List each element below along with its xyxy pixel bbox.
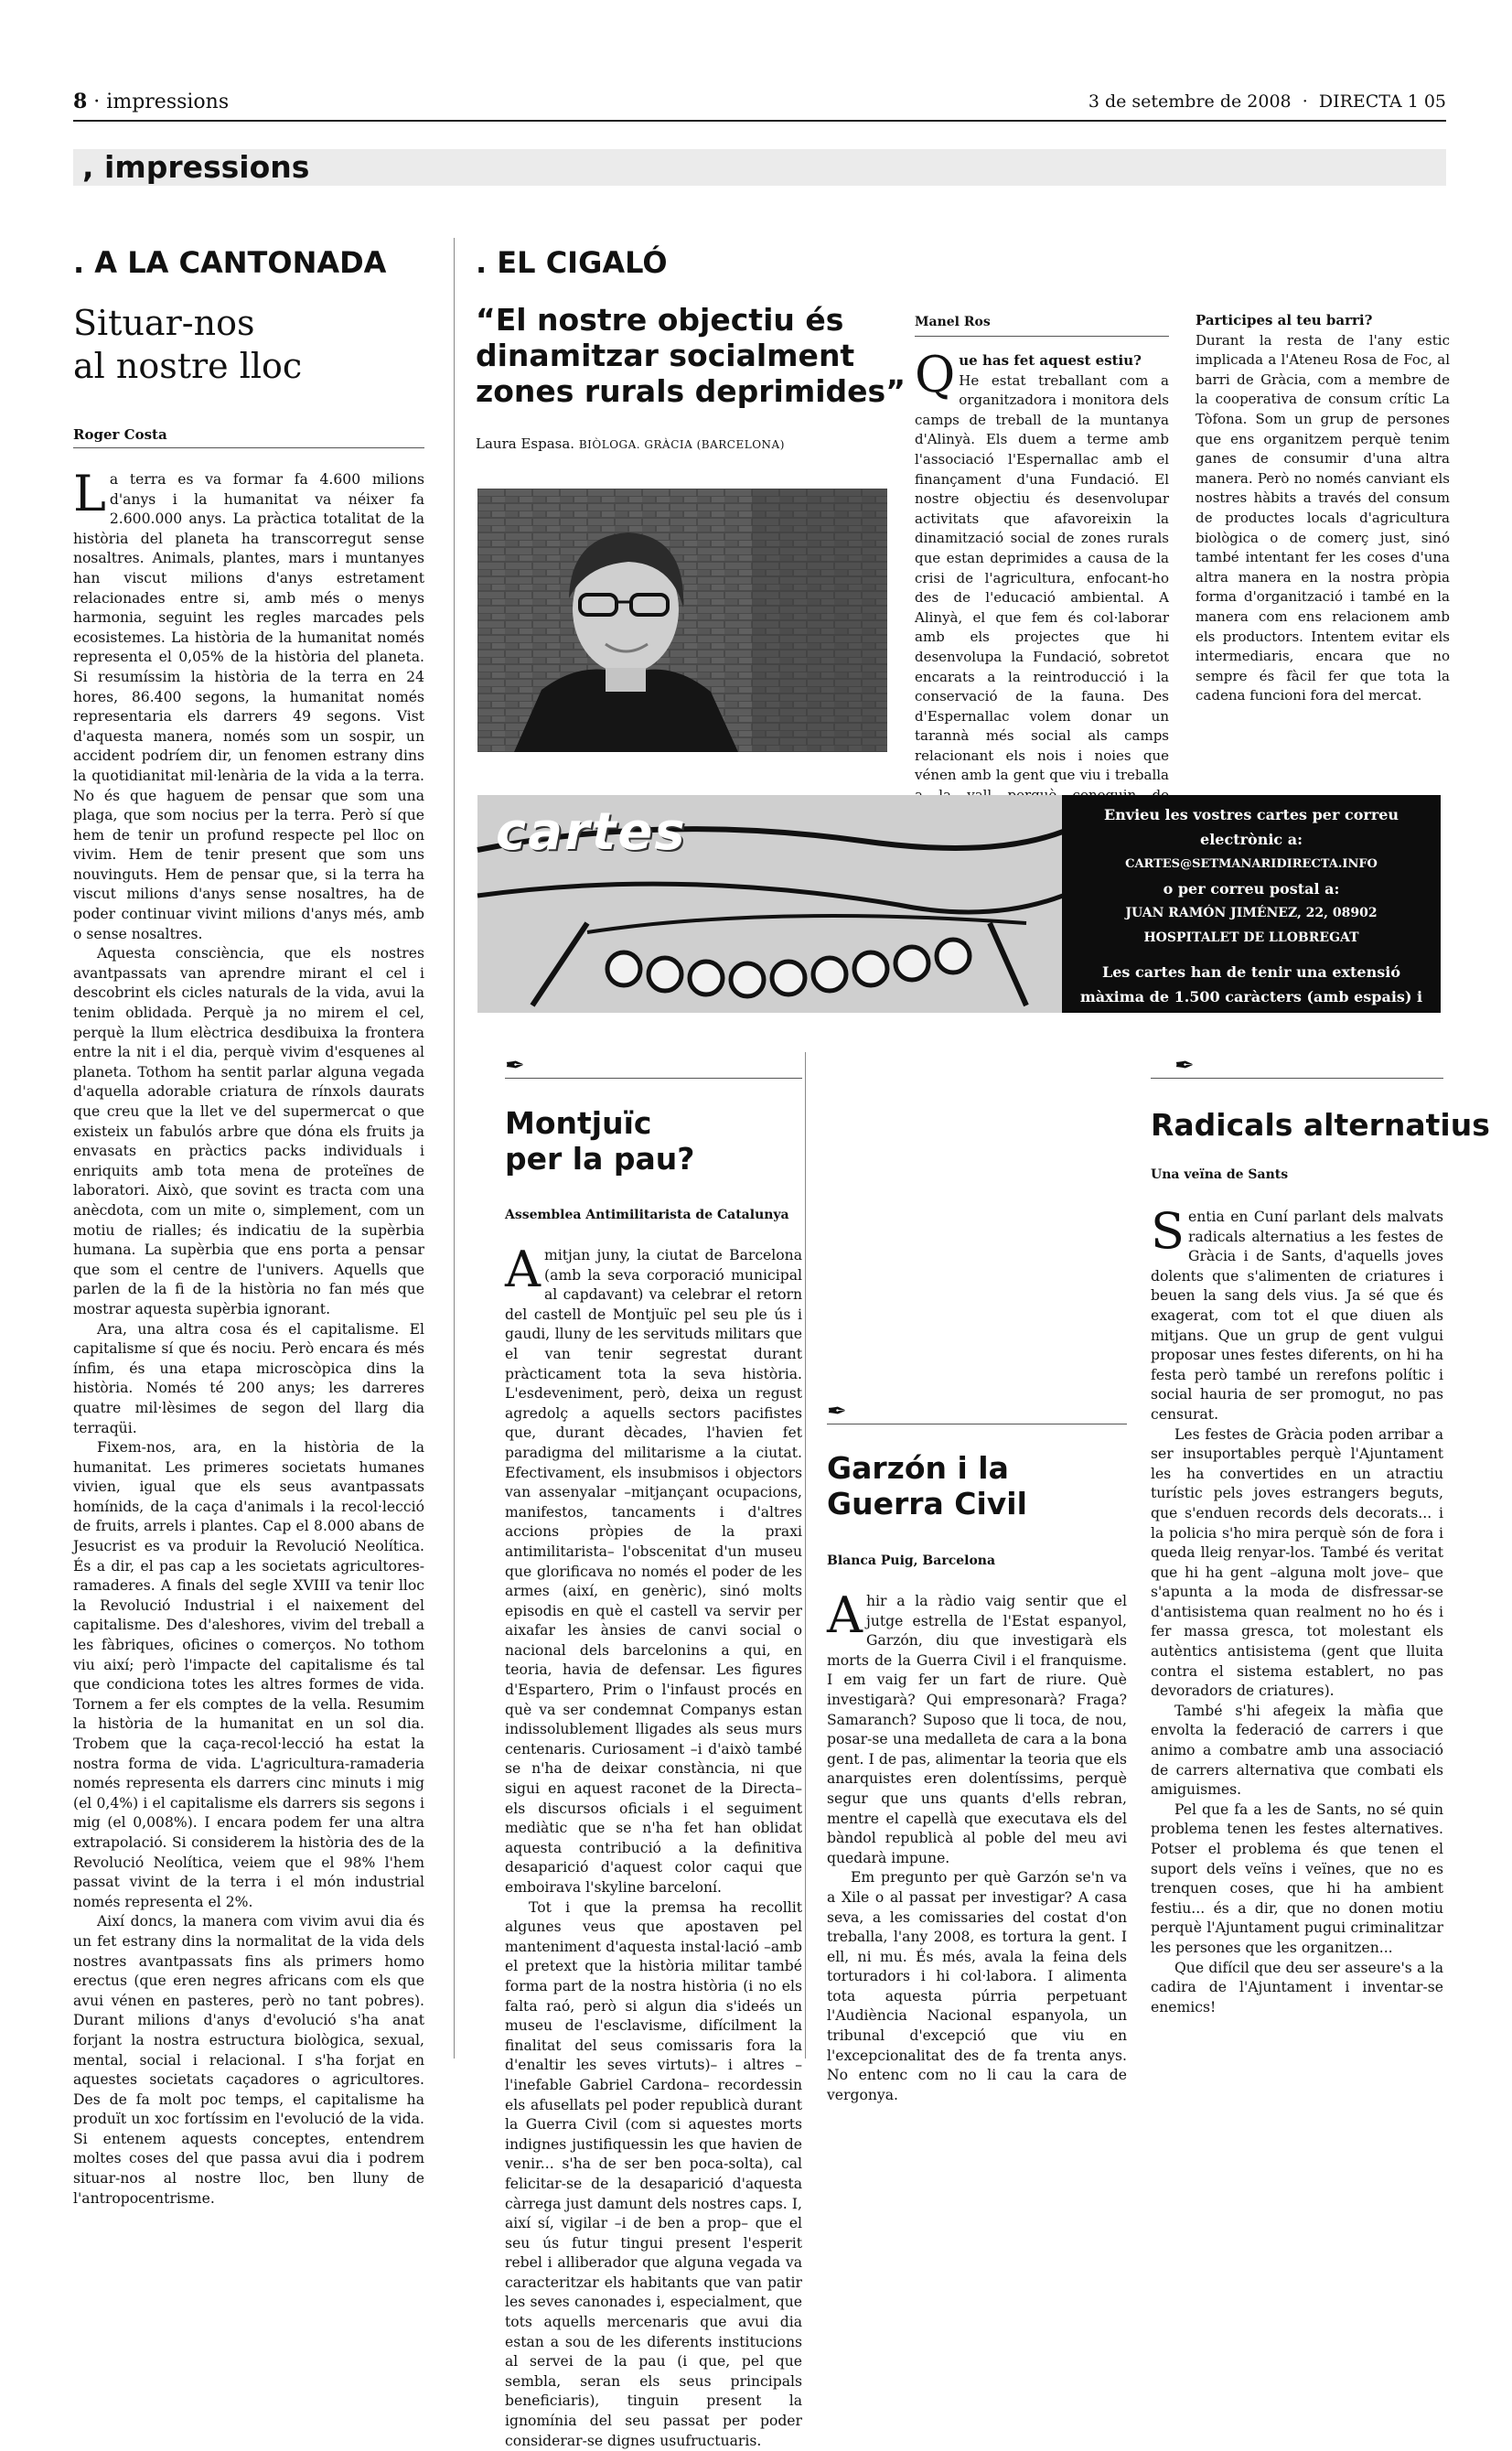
cigalo-drop-cap: Q — [915, 346, 956, 403]
cantonada-title-line1: Situar-nos — [73, 303, 255, 343]
radicals-p5: Que difícil que deu ser asseure's a la cadira de l'Ajuntament i inventar-se enemics! — [1151, 1959, 1443, 2016]
column-divider — [454, 238, 455, 2059]
cartes-line1: Envieu les vostres cartes per correu electrònic a: — [1103, 806, 1399, 848]
radicals-drop-cap: S — [1151, 1202, 1185, 1260]
cartes-info-box — [1062, 795, 1441, 1030]
cigalo-interviewer: Manel Ros — [915, 315, 991, 329]
garzon-title — [827, 1450, 1027, 1521]
radicals-body — [1151, 1202, 1443, 2059]
garzon-author: Blanca Puig, Barcelona — [827, 1553, 996, 1568]
cantonada-title-line2: al nostre lloc — [73, 346, 303, 386]
radicals-p4: Pel que fa a les de Sants, no sé quin problema tenen les festes alternatives. Potser el problema és que tenen el suport dels veïns i veïnes, que no es trenquen coses, que hi ha ambient festiu... és a dir, que no donen motiu perquè l'Ajuntament pugui criminalitzar les persones que les organitzen... — [1151, 1801, 1443, 1956]
quill-icon: ✒ — [1174, 1052, 1195, 1080]
radicals-title: Radicals alternatius — [1151, 1107, 1490, 1143]
cartes-note2: màxima de 1.500 caràcters (amb espais) i — [1079, 988, 1423, 1005]
folio-right: 3 de setembre de 2008 · DIRECTA 1 05 — [1088, 91, 1446, 112]
cigalo-question-2: Participes al teu barri? — [1196, 312, 1373, 328]
cigalo-quote-line2: dinamitzar socialment — [476, 338, 855, 373]
radicals-top-rule — [1151, 1078, 1443, 1079]
cantonada-author: Roger Costa — [73, 426, 167, 443]
radicals-p1: entia en Cuní parlant dels malvats radicals alternatius a les festes de Gràcia i de Sants, d'aquells joves dolents que s'alimenten de criatures i beuen la sang dels vius. Ja sé que és exagerat, com tot el que diuen als mitjans. Que un grup de gent vulgui proposar unes festes diferents, on hi ha festa però també un rerefons polític i social hauria de ser promogut, no pas censurat. — [1151, 1209, 1443, 1423]
quill-icon: ✒ — [505, 1052, 525, 1080]
montjuic-title — [505, 1105, 694, 1177]
page-folio: 8 · impressions — [73, 90, 230, 113]
cigalo-person — [476, 435, 785, 452]
montjuic-drop-cap: A — [505, 1241, 541, 1298]
cigalo-answer-2: Durant la resta de l'any estic implicada a l'Ateneu Rosa de Foc, al barri de Gràcia, com a membre de la cooperativa de consum crític La Tòfona. Som un grup de persones que ens organitzem perquè tenim ganes de consumir d'una altra manera. Però no només canviant els nostres hàbits a través del consum de productes locals d'agricultura biològica o de comerç just, sinó també intentant fer les coses d'una altra manera en la nostra pròpia forma d'organització i també en la manera com ens relacionem amb els productors. Intentem evitar els intermediaris, encara que no sempre és fàcil fer que tota la cadena funcioni fora del mercat. — [1196, 331, 1450, 704]
cantonada-title — [73, 302, 302, 388]
montjuic-p1: mitjan juny, la ciutat de Barcelona (amb la seva corporació municipal al capdavant) va celebrar el retorn del castell de Montjuïc pel seu ple ús i gaudi, lluny de les servituds militars que el van tenir segrestat durant pràcticament tota la seva història. L'esdeveniment, però, deixa un regust agredolç a aquells sectors pacifistes que, durant dècades, l'havien fet paradigma del militarisme a la ciutat. Efectivament, els insubmisos i objectors van assenyalar –mitjançant ocupacions, manifestos, tancaments i d'altres accions pròpies de la praxi antimilitarista– l'obscenitat d'un museu que glorificava no només el poder de les armes (així, en genèric), sinó molts episodis en què el castell va servir per aixafar les ànsies de canvi social o nacional dels barcelonins a qui, en teoria, havia de defensar. Les figures d'Espartero, Prim o l'infaust procés en què va ser condemnat Companys estan indissolublement lligades als seus murs centenaris. Curiosament –i d'això també se n'ha de deixar constància, ni que sigui en aquest raconet de la Directa– els discursos oficials i el seguiment mediàtic que se n'ha fet han oblidat aquesta contribució a la definitiva desaparició d'aquest color caqui que emboirava l'skyline barceloní. — [505, 1247, 802, 1896]
cartes-address1: JUAN RAMÓN JIMÉNEZ, 22, 08902 — [1125, 906, 1378, 920]
portrait-photo — [477, 489, 887, 752]
drop-cap: L — [73, 465, 106, 522]
montjuic-title-line2: per la pau? — [505, 1141, 695, 1177]
cartes-note3: han de portar signatura, localitat i contacte — [1071, 1013, 1432, 1030]
header-rule — [73, 120, 1446, 122]
garzon-body — [827, 1586, 1127, 2103]
cantonada-rule — [73, 447, 424, 448]
garzon-title-line1: Garzón i la — [827, 1450, 1009, 1486]
cigalo-quote — [476, 302, 906, 409]
cartes-banner-title: cartes — [496, 802, 687, 862]
cantonada-p5: Així doncs, la manera com vivim avui dia és un fet estrany dins la normalitat de la vida dels nostres avantpassats fins als primers homo erectus (que eren negres africans com els que avui vénen en pasteres, però no tant pobres). Durant milions d'anys d'evolució s'ha anat forjant la nostra estructura biològica, sexual, mental, social i relacional. I s'ha forjat en aquestes societats caçadores o agricultores. Des de fa molt poc temps, el capitalisme ha produït un xoc fortíssim en l'evolució de la vida. Si entenem aquests conceptes, entendrem moltes coses del que passa avui dia i podrem situar-nos al nostre lloc, ben lluny de l'antropocentrisme. — [73, 1913, 424, 2207]
cigalo-col2 — [1196, 311, 1450, 761]
montjuic-title-line1: Montjuïc — [505, 1105, 652, 1141]
garzon-p2: Em pregunto per què Garzón se'n va a Xile o al passat per investigar? A casa seva, a les comissaries del costat d'on treballa, l'any 2008, es tortura la gent. I ell, ni mu. És més, avala la feina dels torturadors i hi col·labora. I alimenta tota aquesta púrria perpetuant l'Audiència Nacional espanyola, un tribunal d'excepció que viu en l'excepcionalitat des de fa trenta anys. No entenc com no li cau la cara de vergonya. — [827, 1869, 1127, 2103]
cigalo-col1 — [915, 346, 1169, 784]
cigalo-person-name: Laura Espasa. — [476, 435, 575, 452]
column-divider-2 — [805, 1052, 806, 2059]
cantonada-kicker: . A LA CANTONADA — [73, 245, 387, 280]
quill-icon: ✒ — [827, 1398, 847, 1425]
section-bar — [73, 149, 1446, 186]
cantonada-p2: Aquesta consciència, que els nostres avantpassats van aprendre mirant el cel i descobrint els cicles naturals de la vida, avui la tenim oblidada. Perquè ja no mirem el cel, perquè la llum elèctrica desdibuixa la frontera entre la nit i el dia, perquè vivim d'esquenes al planeta. Tothom ha sentit parlar alguna vegada d'aquella adorable criatura de rínxols daurats que creu que la llet ve del supermercat o que existeix un fabulós arbre que dóna els fruits ja envasats en pràctics packs individuals i enriquits amb tota mena de proteïnes de laboratori. Això, que sovint es tracta com una anècdota, com un mite o, simplement, com un motiu de rialles; és indicatiu de la supèrbia humana. La supèrbia que ens porta a pensar que som el centre de l'univers. Aquells que parlen de la fi de la història no fan més que mostrar aquesta supèrbia ignorant. — [73, 945, 424, 1317]
cartes-line2: o per correu postal a: — [1163, 880, 1340, 898]
garzon-p1: hir a la ràdio vaig sentir que el jutge estrella de l'Estat espanyol, Garzón, diu que investigarà els morts de la Guerra Civil i el franquisme. I em vaig fer un fart de riure. Què investigarà? Qui empresonarà? Fraga? Samaranch? Suposo que li toca, de nou, posar-se una medalleta de cara a la bona gent. I de pas, alimentar la teoria que els anarquistes eren dolentíssims, perquè segur que uns quants d'ells rebran, mentre el capellà que executava els del bàndol republicà al poble del meu avi quedarà impune. — [827, 1593, 1127, 1866]
montjuic-top-rule — [505, 1078, 802, 1079]
portrait-illustration — [477, 489, 887, 752]
montjuic-body — [505, 1241, 802, 2449]
issue-number: DIRECTA 1 05 — [1318, 91, 1446, 112]
section-title: , impressions — [82, 149, 310, 185]
cantonada-p3: Ara, una altra cosa és el capitalisme. El capitalisme sí que és nociu. Però encara és més ínfim, és una etapa microscòpica dins la història. Només té 200 anys; les darreres quatre mil·lèsimes de segon del llarg dia terraqüi. — [73, 1320, 424, 1436]
montjuic-author: Assemblea Antimilitarista de Catalunya — [505, 1208, 789, 1222]
cigalo-rule — [915, 336, 1169, 337]
cantonada-p4: Fixem-nos, ara, en la història de la humanitat. Les primeres societats humanes vivien, igual que els seus avantpassats homínids, de la caça d'animals i la recol·lecció de fruits, arrels i plantes. Cap el 8.000 abans de Jesucrist es va produir la Revolució Neolítica. És a dir, el pas cap a les societats agricultores-ramaderes. A finals del segle XVIII va tenir lloc la Revolució Industrial i el naixement del capitalisme. Des d'aleshores, vivim del treball a les fàbriques, oficines o comerços. No tothom viu així; però l'impacte del capitalisme és tal que condiciona totes les altres formes de vida. Tornem a fer els comptes de la vella. Resumim la història de la humanitat en un sol dia. Trobem que la caça-recol·lecció ha estat la nostra forma de vida. L'agricultura-ramaderia només representa els darrers cinc minuts i mig (el 0,4%) i el capitalisme els darrers sis segons i mig (el 0,008%). I encara podem fer una altra extrapolació. Si considerem la història des de la Revolució Neolítica, veiem que el 98% l'hem passat vivint de la terra i el món industrial només representa el 2%. — [73, 1439, 424, 1910]
garzon-drop-cap: A — [827, 1586, 863, 1644]
cigalo-question-1: ue has fet aquest estiu? — [959, 352, 1142, 369]
garzon-title-line2: Guerra Civil — [827, 1486, 1027, 1521]
cigalo-person-detail: BIÒLOGA. GRÀCIA (BARCELONA) — [578, 438, 785, 451]
cigalo-kicker: . EL CIGALÓ — [476, 245, 668, 280]
montjuic-p2: Tot i que la premsa ha recollit algunes veus que apostaven pel manteniment d'aquesta instal·lació –amb el pretext que la història militar també forma part de la nostra història (i no els falta raó, però si algun dia s'ideés un museu de l'esclavisme, difícilment la finalitat del seus comissaris fora la d'enaltir les seves virtuts)– i altres –l'inefable Gabriel Cardona– recordessin els afusellats pel poder republicà durant la Guerra Civil (com si aquestes morts indignes justifiquessin les que havien de venir... s'ha de ser ben poca-solta), cal felicitar-se de la desaparició d'aquesta càrrega just damunt dels nostres caps. I, així sí, vigilar –i de ben a prop– que el seu ús futur tingui present l'esperit rebel i alliberador que alguna vegada va caracteritzar els habitants que van patir les seves canonades i, especialment, que tots aquells mercenaris que avui dia estan a sou de les diferents institucions al servei de la pau (i que, pel que sembla, seran els seus principals beneficiaris), tinguin present la ignomínia del seu passat per poder considerar-se dignes usufructuaris. — [505, 1898, 802, 2449]
cantonada-body — [73, 465, 424, 2209]
cantonada-p1: a terra es va formar fa 4.600 milions d'anys i la humanitat va néixer fa 2.600.000 anys. La pràctica totalitat de la història del planeta ha transcorregut sense nosaltres. Animals, plantes, mars i muntanyes han viscut milions d'anys estretament relacionades entre si, amb més o menys harmonia, seguint les regles marcades pels ecosistemes. La història de la humanitat només representa el 0,05% de la història del planeta. Si resumíssim la història de la terra en 24 hores, 86.400 segons, la humanitat només representaria els darrers 49 segons. Vist d'aquesta manera, només som un sospir, un accident podríem dir, un fenomen estrany dins la quotidianitat mil·lenària de la vida a la terra. No és que haguem de pensar que som una plaga, que som nocius per la terra. Però sí que hem de tenir un profund respecte pel lloc on vivim. Hem de tenir present que som uns nouvinguts. Hem de pensar que, si la terra ha viscut milions d'anys sense nosaltres, ha de poder continuar vivint milions d'anys més, amb o sense nosaltres. — [73, 471, 424, 942]
page-number: 8 — [73, 90, 88, 113]
cigalo-quote-line1: “El nostre objectiu és — [476, 302, 844, 338]
folio-section: impressions — [106, 91, 230, 113]
cartes-email: CARTES@SETMANARIDIRECTA.INFO — [1125, 857, 1378, 871]
cigalo-answer-1: He estat treballant com a organitzadora i monitora dels camps de treball de la muntanya d'Alinyà. Els duem a terme amb l'associació l'Espernallac amb el finançament d'una Fundació. El nostre objectiu és desenvolupar activitats que afavoreixin la dinamització social de zones rurals que estan deprimides a causa de la crisi de l'agricultura, enfocant-ho des de l'educació ambiental. A Alinyà, el que fem és col·laborar amb els projectes que hi desenvolupa la Fundació, sobretot encarats a la reintroducció i la conservació de la fauna. Des d'Espernallac volem donar un tarannà més social als camps relacionant els nois i noies que vénen amb la gent que viu i treballa — [915, 371, 1169, 784]
cartes-note1: Les cartes han de tenir una extensió — [1102, 963, 1400, 981]
radicals-p3: També s'hi afegeix la màfia que envolta la federació de carrers i que animo a combatre amb una associació de carrers alternativa que combati els amiguismes. — [1151, 1702, 1443, 1799]
cartes-address2: HOSPITALET DE LLOBREGAT — [1143, 930, 1359, 945]
cigalo-quote-line3: zones rurals deprimides” — [476, 373, 906, 409]
issue-date: 3 de setembre de 2008 — [1088, 91, 1292, 112]
radicals-p2: Les festes de Gràcia poden arribar a ser insuportables perquè l'Ajuntament les ha convertides en un atractiu turístic pels joves estrangers beguts, que s'enduen records dels decorats... i la policia s'ho mira perquè són de fora i queda lleig renyar-los. També és veritat que hi ha gent –alguna molt jove– que s'apunta a la moda de disfressar-se d'antisistema quan realment no ho és i fer massa gresca, tot molestant els autèntics antisistema (gent que lluita contra el sistema establert, no pas devoradors de criatures). — [1151, 1425, 1443, 1700]
radicals-author: Una veïna de Sants — [1151, 1167, 1289, 1182]
